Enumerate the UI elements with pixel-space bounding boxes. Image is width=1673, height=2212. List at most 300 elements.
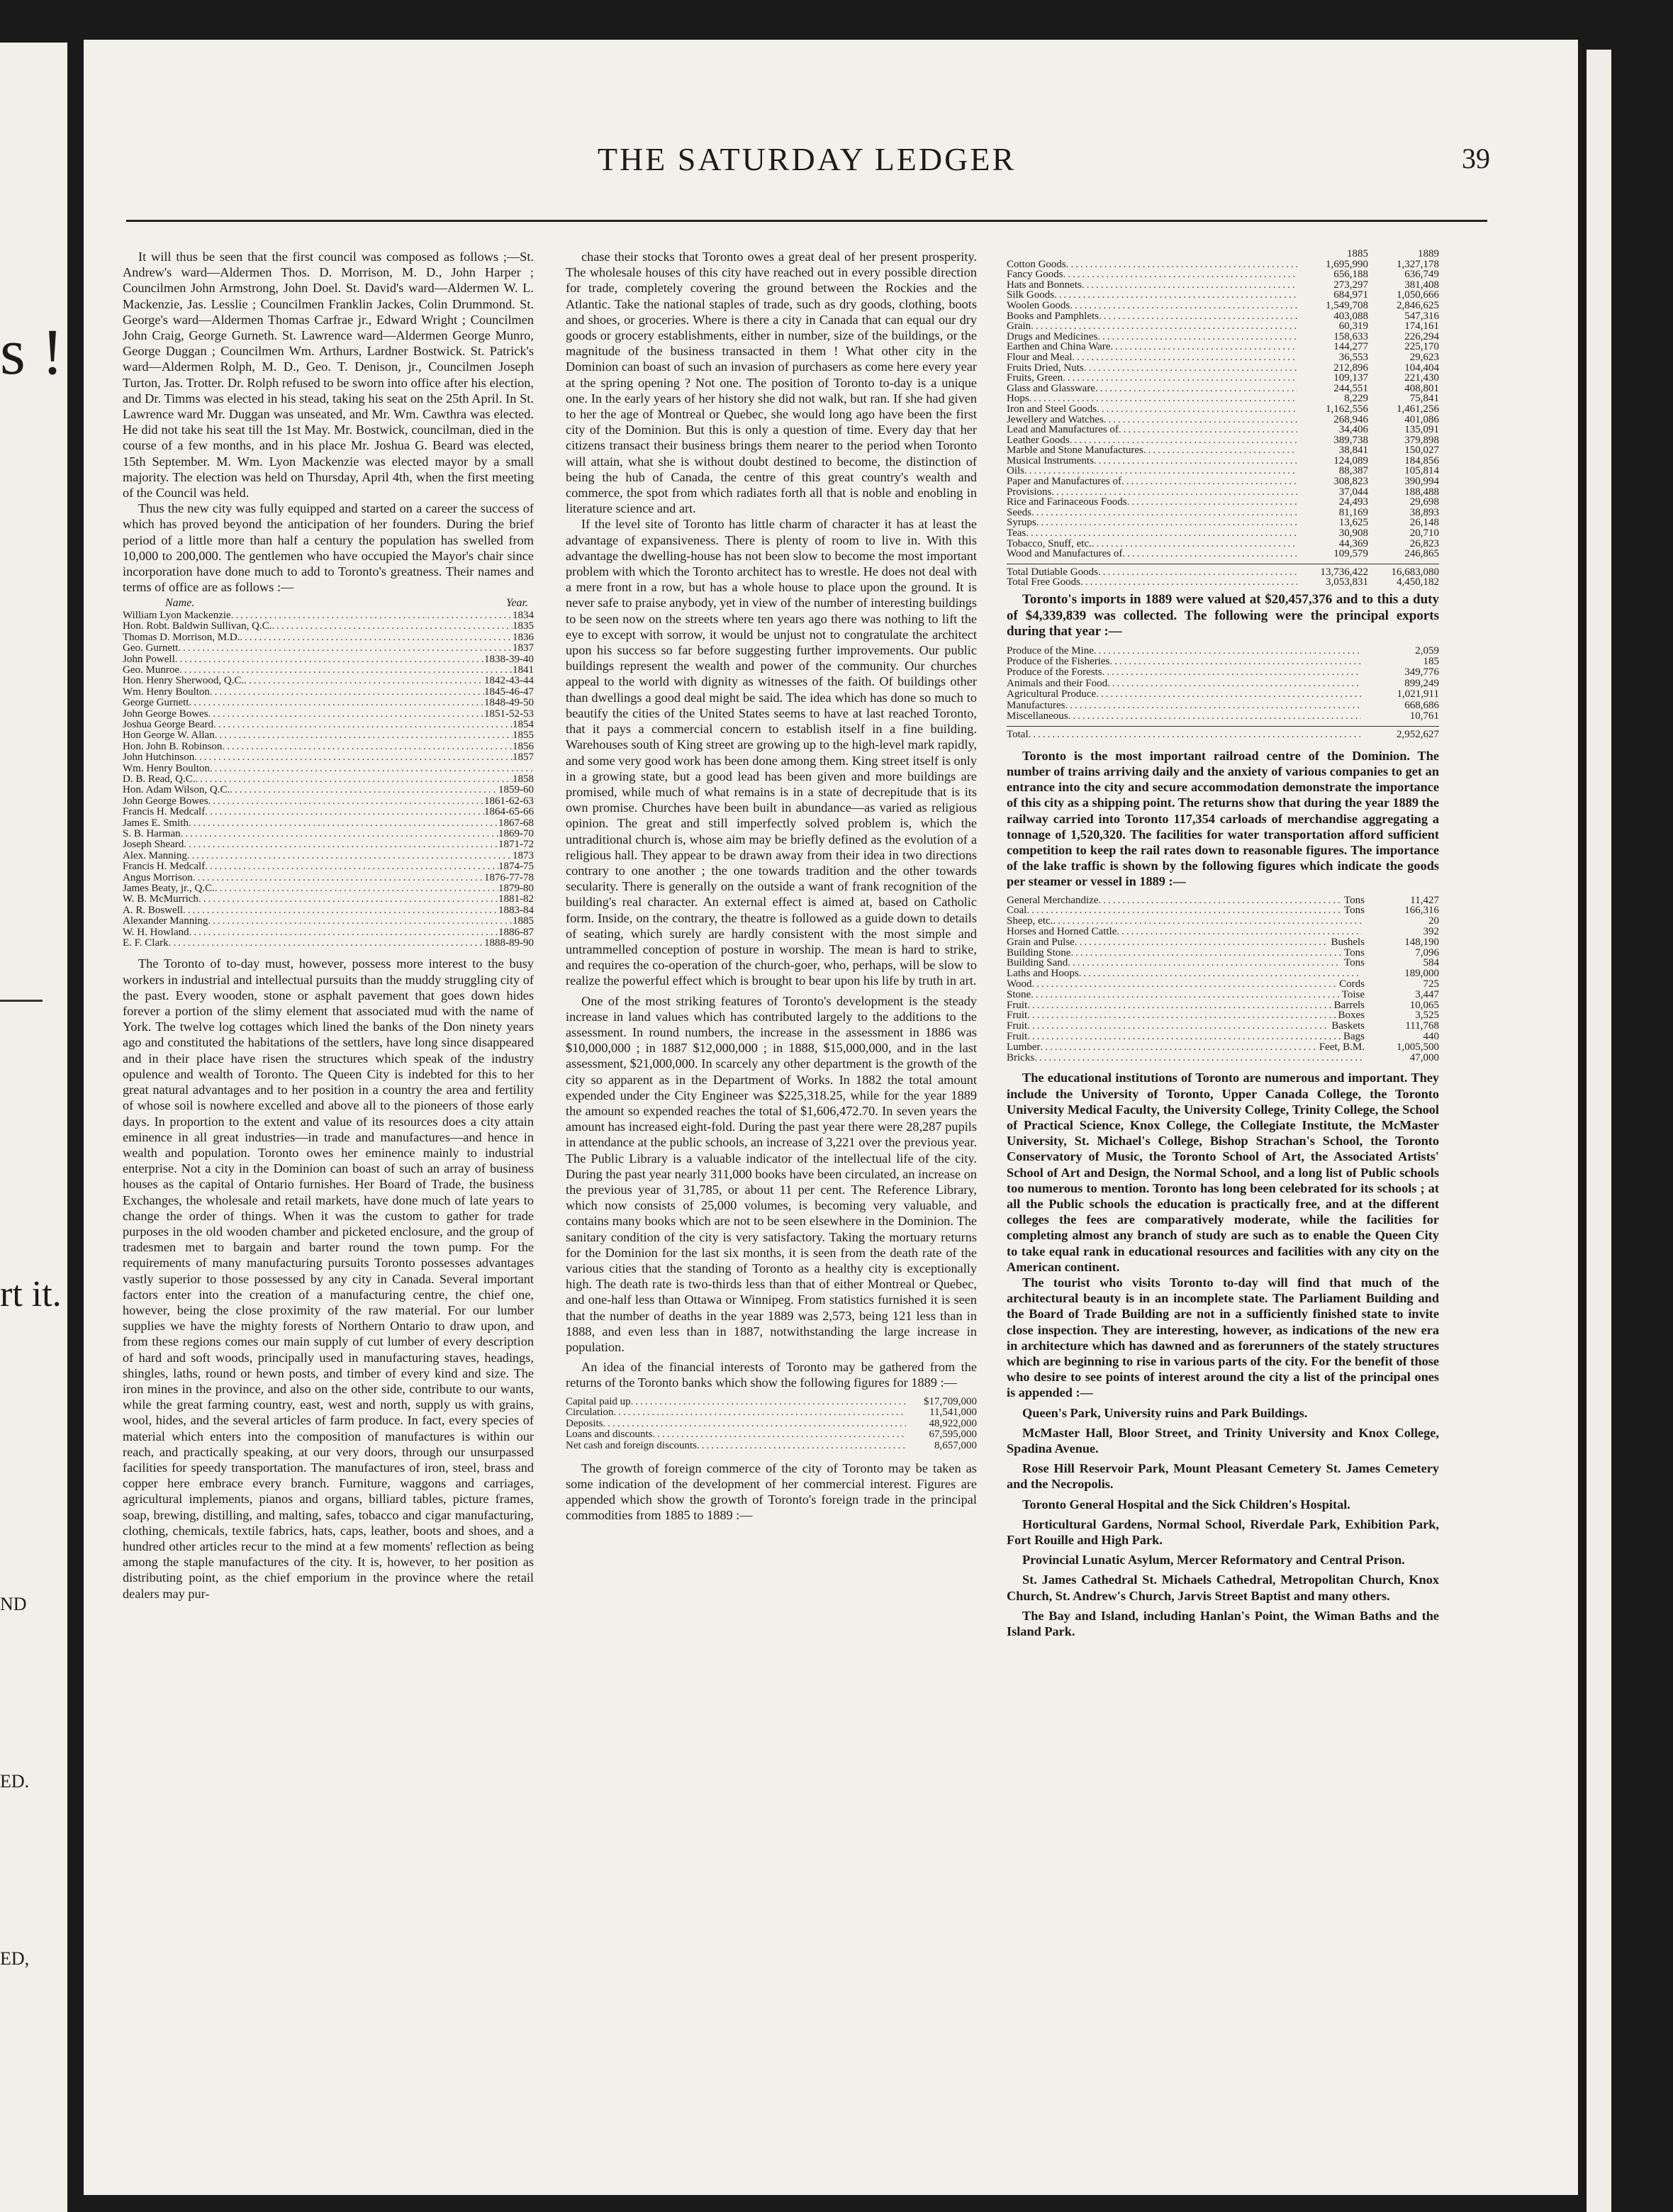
dot-leader (215, 883, 498, 894)
value-1889: 408,801 (1404, 382, 1439, 394)
value-1885: 124,089 (1333, 454, 1368, 467)
dot-leader (1024, 466, 1297, 476)
trade-row (1007, 445, 1439, 456)
value-1885: 24,493 (1338, 496, 1368, 508)
goods-unit: Cords (1339, 978, 1365, 990)
export-value: 899,249 (1404, 677, 1439, 689)
goods-unit: Bushels (1331, 936, 1365, 948)
export-value: 1,021,911 (1397, 688, 1439, 700)
value-1885: 60,319 (1338, 320, 1368, 333)
newspaper-page (84, 40, 1578, 2195)
mayor-term: 1871-72 (498, 839, 534, 851)
mayor-row (123, 916, 534, 927)
goods-label: Fruit (1007, 999, 1028, 1011)
tourist-paragraph: The tourist who visits Toronto to-day will find that much of the architectural beauty is in an incomplete state. The Parliament Building and the Board of Trade Building are not in a sufficiently finished state to invite close inspection. They are interesting, however, as indications of the new era in architecture which has dawned and as forerunners of the stately structures which are beginning to rise in various parts of the city. For the benefit of those who desire to see points of interest around the city a list of the principal ones is appended :— (1007, 1275, 1439, 1400)
mayor-row (123, 851, 534, 861)
dot-leader (231, 610, 513, 621)
value-1889: 20,710 (1409, 527, 1439, 540)
goods-quantity: 1,005,500 (1397, 1041, 1439, 1053)
goods-label: Wood (1007, 978, 1032, 990)
mayor-row (123, 621, 534, 632)
mayor-name: Wm. Henry Boulton (123, 686, 210, 698)
commodity-label: Drugs and Medicines (1007, 330, 1098, 342)
exports-table (1007, 646, 1439, 741)
point-of-interest: Horticultural Gardens, Normal School, Riverdale Park, Exhibition Park, Fort Rouille and High Park. (1007, 1516, 1439, 1548)
mayor-name: Wm. Henry Boulton (123, 762, 210, 774)
commodity-label: Paper and Manufactures of (1007, 476, 1122, 488)
dot-leader (1036, 518, 1297, 528)
trade-row (1007, 311, 1439, 322)
trade-row (1007, 301, 1439, 311)
point-of-interest: McMaster Hall, Bloor Street, and Trinity University and Knox College, Spadina Avenue. (1007, 1425, 1439, 1456)
value-1889: 105,814 (1404, 465, 1439, 477)
lake-traffic-row (1007, 1010, 1439, 1021)
mayor-term: 1842-43-44 (484, 675, 534, 687)
mayor-name: Hon. John B. Robinson (123, 740, 223, 752)
export-value: 2,059 (1415, 644, 1439, 657)
total-1889: 16,683,080 (1391, 566, 1439, 578)
mayor-term: 1888-89-90 (484, 937, 534, 949)
mayor-row (123, 807, 534, 817)
dot-leader (189, 818, 498, 829)
bank-item-value: $17,709,000 (924, 1395, 977, 1407)
goods-unit: Bags (1343, 1030, 1365, 1042)
export-label: Manufactures (1007, 699, 1065, 711)
lake-traffic-row (1007, 948, 1439, 959)
goods-quantity: 11,427 (1410, 894, 1439, 906)
point-of-interest: The Bay and Island, including Hanlan's Point, the Wiman Baths and the Island Park. (1007, 1608, 1439, 1639)
mayor-term: 1837 (513, 642, 534, 654)
mayor-row (123, 742, 534, 752)
dot-leader (1034, 1053, 1362, 1063)
mayor-name: John George Bowes (123, 708, 208, 720)
mayor-term: 1857 (513, 752, 534, 764)
mayor-row (123, 894, 534, 905)
dot-leader (189, 698, 484, 708)
export-label: Produce of the Fisheries (1007, 655, 1110, 667)
value-1889: 246,865 (1404, 548, 1439, 560)
lake-traffic-row (1007, 990, 1439, 1000)
dot-leader (1031, 990, 1339, 1000)
dot-leader (1084, 363, 1297, 374)
goods-unit: Baskets (1331, 1020, 1365, 1032)
export-row (1007, 657, 1439, 667)
mayor-row (123, 730, 534, 741)
commodity-label: Provisions (1007, 486, 1052, 498)
mayor-name: Geo. Gurnett (123, 642, 179, 654)
dot-leader (1066, 259, 1297, 270)
dot-leader (1094, 646, 1361, 657)
mayor-row (123, 938, 534, 949)
goods-quantity: 584 (1423, 957, 1439, 969)
dot-leader (189, 927, 498, 938)
dot-leader (210, 764, 534, 774)
export-label: Produce of the Forests (1007, 666, 1102, 678)
mayor-name: John George Bowes (123, 795, 208, 807)
bank-item-value: 8,657,000 (934, 1440, 977, 1451)
mayors-table (123, 598, 534, 949)
dot-leader (1029, 393, 1297, 404)
mayor-term: 1834 (513, 609, 534, 621)
value-1885: 13,625 (1338, 517, 1368, 529)
goods-quantity: 10,065 (1409, 999, 1439, 1011)
goods-quantity: 189,000 (1404, 968, 1439, 980)
commodity-label: Earthen and China Ware (1007, 341, 1111, 353)
goods-label: Sheep, etc. (1007, 915, 1053, 927)
mayor-term: 1855 (513, 730, 534, 742)
mayor-term: 1854 (513, 718, 534, 730)
bank-return-row (566, 1397, 977, 1408)
goods-quantity: 148,190 (1404, 936, 1439, 948)
mayor-row (123, 752, 534, 763)
dot-leader (208, 796, 484, 807)
dot-leader (244, 676, 484, 686)
trade-total-row (1007, 577, 1439, 588)
trade-row (1007, 456, 1439, 467)
trade-row (1007, 393, 1439, 404)
lake-traffic-row (1007, 927, 1439, 937)
value-1889: 1,050,666 (1397, 289, 1439, 301)
value-1889: 188,488 (1404, 486, 1439, 498)
mayor-term: 1881-82 (498, 893, 534, 905)
dot-leader (1109, 657, 1361, 667)
mayor-term: 1859-60 (498, 784, 534, 796)
value-1885: 109,137 (1333, 372, 1368, 384)
value-1889: 29,698 (1409, 496, 1439, 508)
dot-leader (205, 807, 484, 817)
goods-label: Building Sand (1007, 957, 1068, 969)
value-1889: 104,404 (1404, 362, 1439, 374)
dot-leader (631, 1397, 906, 1408)
value-1889: 26,823 (1409, 537, 1439, 549)
mayor-row (123, 829, 534, 839)
dot-leader (1117, 927, 1362, 937)
mayor-name: D. B. Read, Q.C. (123, 773, 196, 785)
goods-unit: Barrels (1333, 999, 1365, 1011)
mayor-row (123, 720, 534, 730)
value-1889: 381,408 (1404, 279, 1439, 291)
mayor-name: Thomas D. Morrison, M.D. (123, 631, 240, 643)
dot-leader (1031, 321, 1297, 332)
export-row (1007, 678, 1439, 689)
dot-leader (1122, 549, 1297, 559)
value-1889: 29,623 (1409, 351, 1439, 363)
dot-leader (1097, 404, 1297, 415)
commodity-label: Fruits, Green (1007, 372, 1063, 384)
dot-leader (1107, 678, 1361, 689)
goods-label: Coal (1007, 905, 1027, 917)
goods-label: Building Stone (1007, 946, 1071, 959)
mayor-term: 1883-84 (498, 904, 534, 916)
dot-leader (1053, 916, 1362, 927)
trade-row (1007, 259, 1439, 270)
goods-unit: Tons (1344, 946, 1365, 959)
total-label: Total Dutiable Goods (1007, 566, 1098, 578)
bank-returns-table (566, 1397, 977, 1452)
mayor-row (123, 839, 534, 850)
goods-label: Grain and Pulse (1007, 936, 1075, 948)
industry-paragraph: The Toronto of to-day must, however, possess more interest to the busy workers in industrial and intellectual pursuits than the muddy struggling city of the past. Every wooden, stone or asphalt pavement that goes down hides forever a portion of the slimy element that associated mud with the name of York. The twelve log cottages which lined the banks of the Don ninety years ago and constituted the habitations of the settlers, have long since disappeared and in their place have risen the structures which speak of the industry opulence and wealth of Toronto. The Queen City is indebted for this to her great natural advantages and to her position in a country the area and fertility of whose soil is nowhere excelled and above all to the pioneers of those early days. In proportion to the extent and value of its resources does a city attain eminence in all great industries—in trade and manufactures—and hence in wealth and population. Toronto owes her eminence mainly to industrial enterprise. Not a city in the Dominion can boast of such an array of business houses as the capital of Ontario furnishes. Her Board of Trade, the business Exchanges, the wholesale and retail markets, have done much of late years to change the order of things. When it was the custom to gather for trade purposes in the old wooden chamber and picketed enclosure, and the group of tradesmen met to bargain and barter round the town pump. For the requirements of many manufacturing pursuits Toronto possesses advantages vastly superior to those possessed by any city in Canada. Several important factors enter into the creation of a manufacturing centre, the chief one, however, being the close proximity of the raw material. For our lumber supplies we have the mighty forests of Northern Ontario to draw upon, and from these regions comes our main supply of cut lumber of every description of hard and soft woods, principally used in manufacturing staves, headings, shingles, laths, round or hewn posts, and timber of every kind and size. The iron mines in the province, and also on the other side, contribute to our wants, while the great farming country, east, west and north, supply us with grains, wool, hides, and the several articles of farm produce. In fact, every species of material which enters into the composition of manufactures is within our reach, and practically speaking, at our very doors, through our unsurpassed facilities for speedy transportation. The manufactures of iron, steel, brass and copper here embrace every branch. Furniture, waggons and carriages, agricultural implements, pianos and organs, billiard tables, picture frames, soap, brewing, distilling, and malting, safes, tobacco and cigar manufacturing, clothing, chemicals, textile fabrics, hats, caps, leather, boots and shoes, and a hundred other articles recur to the mind at a few moments' reflection as being among the staple manufactures of the city. It is, however, to her position as distributing point, as the chief emporium in the province where the retail dealers may pur- (123, 956, 534, 1601)
lake-traffic-row (1007, 895, 1439, 906)
mayor-term: 1876-77-78 (484, 871, 534, 883)
bank-item-label: Circulation (566, 1407, 614, 1419)
value-1889: 150,027 (1404, 445, 1439, 457)
mayor-row (123, 861, 534, 872)
value-1889: 1,327,178 (1397, 258, 1439, 270)
mayor-term: 1869-70 (498, 828, 534, 839)
value-1889: 225,170 (1404, 341, 1439, 353)
point-of-interest: Toronto General Hospital and the Sick Children's Hospital. (1022, 1497, 1350, 1512)
goods-quantity: 392 (1423, 925, 1439, 937)
lake-traffic-row (1007, 905, 1439, 916)
total-1885: 3,053,831 (1326, 576, 1368, 588)
council-paragraph: It will thus be seen that the first council was composed as follows ;—St. Andrew's ward—Aldermen Thos. D. Morrison, M. D., John Harper ; Councilmen John Armstrong, John Doel. St. David's ward—Aldermen W. L. Mackenzie, Jas. Lesslie ; Councilmen Franklin Jackes, Colin Drummond. St. George's ward—Aldermen Thomas Carfrae jr., Edward Wright ; Councilmen John Craig, George Gurneth. St. Lawrence ward—Aldermen George Munro, George Duggan ; Councilmen Wm. Arthurs, Lardner Bostwick. St. Patrick's ward—Aldermen Rolph, M. D., Geo. T. Denison, jr., Councilmen Joseph Turton, Jas. Trotter. Dr. Rolph refused to be sworn into office after his election, and Dr. Timms was elected in his stead, taking his seat on the 25th April. In St. Lawrence ward Mr. Duggan was unseated, and Mr. Wm. Cawthra was elected. He did not take his seat till the 1st May. Mr. Bostwick, councilman, died in the course of a few months, and in his place Mr. Joshua G. Beard was elected, 15th September. M. Wm. Lyon Mackenzie was elected mayor by a small majority. The election was held on Thursday, April 4th, when the first meeting of the Council was held. (123, 250, 534, 501)
value-1885: 8,229 (1344, 393, 1368, 405)
value-1885: 37,044 (1338, 486, 1368, 498)
lake-traffic-row (1007, 937, 1439, 948)
value-1889: 401,086 (1404, 413, 1439, 425)
header-rule (126, 220, 1487, 222)
mayor-name: Joshua George Beard (123, 718, 214, 730)
education-paragraph: The educational institutions of Toronto are numerous and important. They include the University of Toronto, Upper Canada College, the Toronto University Medical Faculty, the University College, Trinity College, the School of Practical Science, Knox College, the Collegiate Institute, the McMaster University, St. Michael's College, Bishop Strachan's School, the Toronto Conservatory of Music, the Toronto School of Art, the Associated Artists' School of Art and Design, the Normal School, and a long list of Public schools too numerous to mention. Toronto has long been celebrated for its schools ; at all the Public schools the education is practically free, and at the different colleges the fees are comparatively moderate, while the facilities for completing almost any branch of study are such as to enable the Queen City to take equal rank in educational resources and facilities with any city on the American continent. (1007, 1071, 1439, 1274)
value-1885: 389,738 (1333, 434, 1368, 446)
dot-leader (1082, 280, 1297, 291)
lake-traffic-row (1007, 968, 1439, 979)
mayor-term: 1861-62-63 (484, 795, 534, 807)
value-1889: 226,294 (1404, 330, 1439, 342)
commodity-label: Rice and Farinaceous Foods (1007, 496, 1127, 508)
commodity-label: Seeds (1007, 506, 1031, 518)
total-label: Total Free Goods (1007, 576, 1080, 588)
dot-leader (193, 873, 484, 883)
commodity-label: Hats and Bonnets (1007, 279, 1082, 291)
goods-quantity: 725 (1423, 978, 1439, 990)
dot-leader (1119, 425, 1297, 435)
lake-traffic-row (1007, 1032, 1439, 1042)
dot-leader (1054, 290, 1297, 301)
value-1885: 1,695,990 (1326, 258, 1368, 270)
column-1 (123, 249, 534, 1602)
mayors-table-header (123, 598, 534, 608)
bank-item-value: 67,595,000 (929, 1429, 977, 1441)
goods-unit: Boxes (1338, 1010, 1365, 1022)
total-1885: 13,736,422 (1320, 566, 1368, 578)
mayor-name: Angus Morrison (123, 871, 193, 883)
trade-row (1007, 539, 1439, 549)
goods-quantity: 3,447 (1415, 988, 1439, 1000)
dot-leader (1121, 476, 1297, 487)
mayor-name: Francis H. Medcalf (123, 861, 206, 873)
dot-leader (179, 665, 513, 676)
value-1885: 158,633 (1333, 330, 1368, 342)
dot-leader (1063, 373, 1297, 384)
goods-quantity: 166,316 (1404, 905, 1439, 917)
trade-row (1007, 549, 1439, 559)
trade-row (1007, 269, 1439, 280)
dot-leader (169, 938, 484, 949)
dot-leader (1031, 979, 1336, 990)
mayor-term: 1848-49-50 (484, 697, 534, 709)
commodity-label: Iron and Steel Goods (1007, 403, 1097, 415)
mayor-name: John Powell (123, 653, 175, 665)
goods-label: General Merchandize (1007, 894, 1099, 906)
growth-paragraph: Thus the new city was fully equipped and started on a career the success of which has proved beyond the anticipation of her founders. During the brief period of a little more than half a century the population has swelled from 10,000 to 200,000. The gentlemen who have occupied the Mayor's chair since incorporation have done much to add to Toronto's greatness. Their names and terms of office are as follows :— (123, 501, 534, 595)
goods-unit: Tons (1344, 905, 1365, 917)
dot-leader (1070, 301, 1297, 311)
trade-row (1007, 425, 1439, 435)
development-paragraph: One of the most striking features of Toronto's development is the steady increase in land values which has contributed largely to the additions to the assessment. In round numbers, the increase in the assessment in 1886 was $10,000,000 ; in 1887 $12,000,000 ; in 1888, $15,000,000, and in the last assessment, $21,000,000. In scarcely any other department is the growth of the city so apparent as in the Department of Works. In 1882 the total amount expended under the City Engineer was $225,318.25, while for the year 1889 the amount so expended reaches the total of $1,606,472.70. In seven years the amount has increased eight-fold. During the past year there were 28,287 pupils in attendance at the public schools, an increase of 3,221 over the previous year. The Public Library is a valuable indicator of the intellectual life of the city. During the past year nearly 311,000 books have been circulated, an increase on the previous year of 31,785, or about 11 per cent. The Reference Library, which now consists of 25,000 volumes, is becoming very valuable, and contains many books which are not to be seen elsewhere in the Dominion. The sanitary condition of the city is very satisfactory. Taking the mortuary returns for the Dominion for the last six months, it is seen from the death rate of the various cities that the standing of Toronto as a healthy city is exceptionally high. The death rate is two-thirds less than that of either Montreal or Quebec, and one-half less than Ottawa or Winnipeg. From statistics furnished it is seen that the number of deaths in the year 1889 was 2,573, being 121 less than in 1888, and even less than in 1887, notwithstanding the large increase in population. (566, 993, 977, 1355)
value-1885: 30,908 (1338, 527, 1368, 540)
value-1885: 684,971 (1333, 289, 1368, 301)
export-value: 668,686 (1404, 699, 1439, 711)
value-1889: 26,148 (1409, 517, 1439, 529)
mayor-name: James E. Smith (123, 817, 189, 829)
value-1889: 38,893 (1409, 506, 1439, 518)
dot-leader (1099, 311, 1297, 322)
goods-label: Horses and Horned Cattle (1007, 925, 1117, 937)
mayor-term: 1858 (513, 773, 534, 785)
export-label: Agricultural Produce (1007, 688, 1097, 700)
value-1889: 184,856 (1404, 454, 1439, 467)
commodity-label: Syrups (1007, 517, 1036, 529)
trade-row (1007, 321, 1439, 332)
mayor-row (123, 687, 534, 698)
commodity-label: Glass and Glassware (1007, 382, 1095, 394)
mayor-row (123, 764, 534, 774)
trade-row (1007, 476, 1439, 487)
mayor-term: 1873 (513, 849, 534, 861)
mayor-name: S. B. Harman (123, 828, 181, 839)
mayor-name: A. R. Boswell (123, 904, 184, 916)
mayor-name: Hon George W. Allan (123, 730, 215, 742)
goods-quantity: 111,768 (1405, 1020, 1439, 1032)
dot-leader (1068, 958, 1341, 968)
trade-row (1007, 290, 1439, 301)
value-1885: 36,553 (1338, 351, 1368, 363)
page-header (126, 140, 1490, 190)
mayor-name: Hon. Robt. Baldwin Sullivan, Q.C. (123, 620, 272, 632)
goods-unit: Toise (1341, 988, 1365, 1000)
commodity-label: Silk Goods (1007, 289, 1055, 301)
goods-label: Fruit (1007, 1030, 1028, 1042)
imports-paragraph: Toronto's imports in 1889 were valued at $20,457,376 and to this a duty of $4,339,839 was collected. The following were the principal exports during that year :— (1007, 592, 1439, 639)
dot-leader (208, 709, 484, 720)
commodity-label: Woolen Goods (1007, 299, 1070, 311)
mayor-term: 1841 (513, 664, 534, 676)
value-1885: 44,369 (1338, 537, 1368, 549)
dot-leader (697, 1441, 906, 1452)
export-label: Miscellaneous (1007, 710, 1068, 722)
trade-total-row (1007, 567, 1439, 578)
goods-label: Fruit (1007, 1010, 1028, 1022)
trade-row (1007, 352, 1439, 363)
commodity-label: Books and Pamphlets (1007, 310, 1099, 322)
goods-label: Lumber (1007, 1041, 1041, 1053)
page-number: 39 (1462, 143, 1490, 174)
value-1889: 636,749 (1404, 269, 1439, 281)
mayor-name: E. F. Clark (123, 937, 169, 949)
goods-quantity: 20 (1428, 915, 1439, 927)
mayor-term: 1885 (513, 915, 534, 927)
value-1889: 221,430 (1404, 372, 1439, 384)
trade-year-header (1007, 249, 1439, 259)
trade-row (1007, 518, 1439, 528)
mayor-name: W. H. Howland (123, 926, 189, 938)
mayor-row (123, 610, 534, 621)
dot-leader (1070, 435, 1297, 446)
commodity-label: Teas (1007, 527, 1026, 540)
dot-leader (210, 687, 484, 698)
trade-row (1007, 497, 1439, 508)
value-1885: 1,162,556 (1326, 403, 1368, 415)
dot-leader (1096, 689, 1361, 700)
goods-quantity: 3,525 (1415, 1010, 1439, 1022)
commodity-label: Wood and Manufactures of (1007, 548, 1123, 560)
bank-item-label: Deposits (566, 1417, 603, 1429)
lake-traffic-row (1007, 1021, 1439, 1032)
bank-return-row (566, 1407, 977, 1419)
export-label: Produce of the Mine (1007, 644, 1094, 657)
mayor-term: 1864-65-66 (484, 806, 534, 818)
commodity-label: Hops (1007, 393, 1029, 405)
exports-total-row (1007, 726, 1439, 740)
dot-leader (603, 1419, 907, 1430)
wholesale-paragraph: chase their stocks that Toronto owes a great deal of her present prosperity. The wholesale houses of this city have reached out in every possible direction for trade, completely covering the ground between the Rockies and the Atlantic. Take the national staples of trade, such as dry goods, clothing, boots and shoes, or groceries. Where is there a city in Canada that can equal our dry goods or grocery establishments, either in number, size of the buildings, or the magnitude of the business transacted in them ! What other city in the Dominion can boast of such an invasion of purchasers as come here every year at the spring opening ? Not one. The position of Toronto to-day is a unique one. In the early years of her history she did not walk, but ran. If she had given to her the age of Montreal or Quebec, she would long ago have been the first city of the Dominion. But this is only a question of time. Every day that her citizens transact their business brings them nearer to the period when Toronto will attain, what she is without doubt destined to become, the distinction of being the hub of Canada, the centre of this great country's wealth and commerce, the spot from which radiates forth all that is noble and enobling in literature science and art. (566, 250, 977, 516)
dot-leader (1065, 700, 1361, 711)
commodity-label: Grain (1007, 320, 1031, 333)
dot-leader (187, 851, 513, 861)
dot-leader (1094, 456, 1297, 467)
dot-leader (1102, 667, 1361, 678)
dot-leader (1143, 445, 1297, 456)
mayor-name: William Lyon Mackenzie (123, 609, 231, 621)
column-2 (566, 249, 977, 1523)
column-3 (1007, 249, 1439, 1643)
previous-page-edge (0, 43, 67, 2212)
value-1889: 547,316 (1404, 310, 1439, 322)
year-1885: 1885 (1347, 248, 1368, 259)
value-1889: 2,846,625 (1397, 299, 1439, 311)
dot-leader (1026, 528, 1297, 539)
value-1889: 390,994 (1404, 476, 1439, 488)
dot-leader (1027, 1010, 1335, 1021)
dot-leader (1031, 508, 1297, 518)
mayor-name: Francis H. Medcalf (123, 806, 206, 818)
year-1889: 1889 (1418, 248, 1439, 259)
goods-quantity: 440 (1423, 1030, 1439, 1042)
commodity-label: Jewellery and Watches (1007, 413, 1104, 425)
trade-row (1007, 280, 1439, 291)
goods-label: Stone (1007, 988, 1031, 1000)
goods-label: Laths and Hoops (1007, 968, 1079, 980)
divider (0, 1000, 43, 1002)
dot-leader (1027, 1032, 1341, 1042)
value-1889: 135,091 (1404, 424, 1439, 436)
trade-row (1007, 363, 1439, 374)
value-1885: 268,946 (1333, 413, 1368, 425)
lake-traffic-row (1007, 916, 1439, 927)
bank-return-row (566, 1429, 977, 1441)
mayor-term: 1845-46-47 (484, 686, 534, 698)
dot-leader (175, 654, 484, 665)
exports-total-label: Total (1007, 729, 1029, 741)
export-row (1007, 711, 1439, 722)
mayor-row (123, 632, 534, 643)
dot-leader (1092, 539, 1297, 549)
bank-item-value: 11,541,000 (929, 1407, 977, 1419)
goods-quantity: 47,000 (1409, 1051, 1439, 1063)
dot-leader (194, 752, 513, 763)
